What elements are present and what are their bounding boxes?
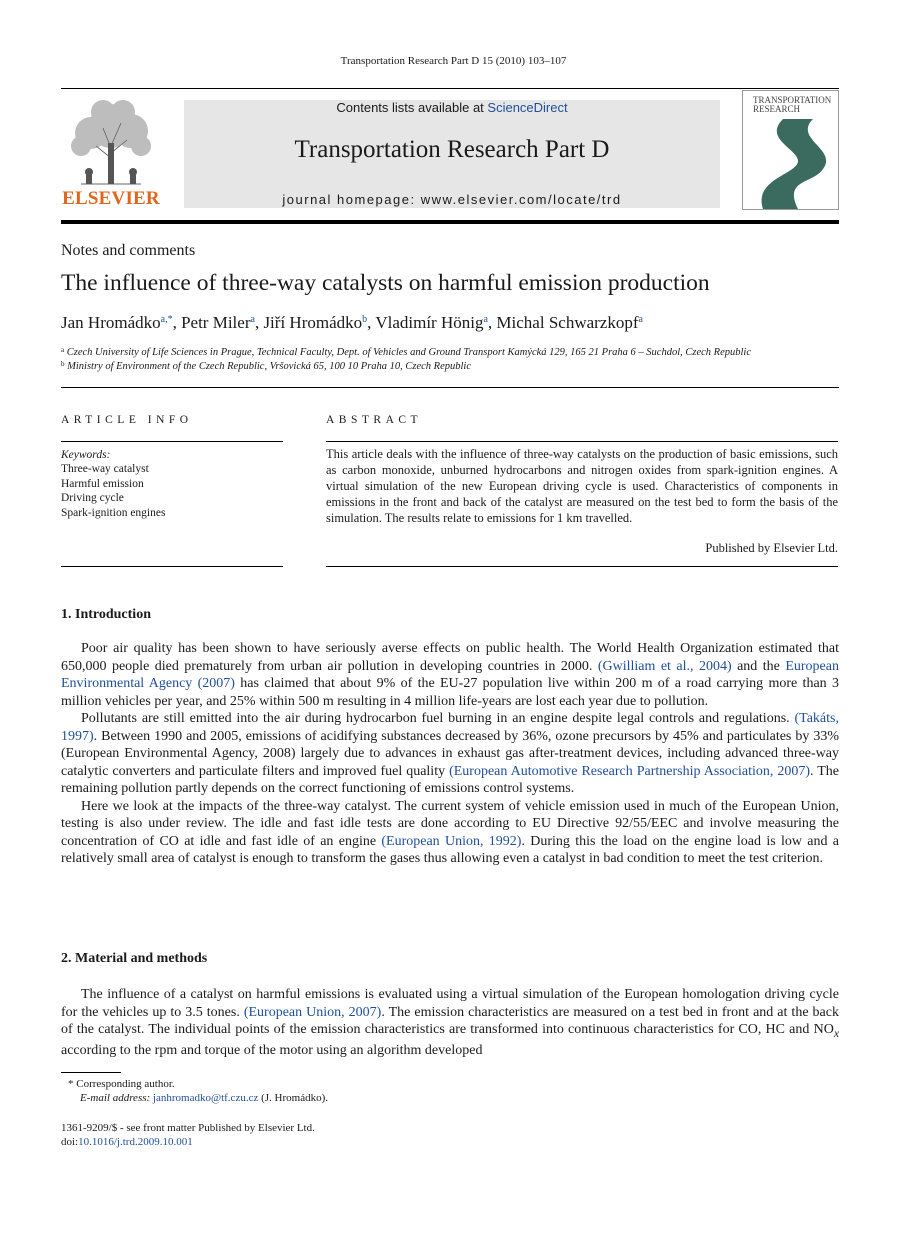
contents-prefix: Contents lists available at (336, 100, 488, 115)
author-name: Jiří Hromádko (263, 313, 363, 332)
citation-link[interactable]: European Environmental Agency (2007) (61, 658, 839, 691)
paragraph (61, 710, 839, 798)
text-run: and the (731, 658, 786, 674)
text-run: according to the rpm and torque of the motor using an algorithm developed (61, 1043, 483, 1059)
author-affiliation-marker[interactable]: a,* (160, 314, 173, 325)
citation-link[interactable]: (Gwilliam et al., 2004) (597, 658, 732, 674)
keyword: Spark-ignition engines (61, 506, 166, 519)
email-note: E-mail address: janhromadko@tf.czu.cz (J. Hromádko). (80, 1092, 328, 1104)
author-list: Jan Hromádko$^{a,*}$, Petr Miler$^a$, Jiří Hromádko$^b$, Vladimír Hönig$^a$, Michal Schwarzkopf$^a$ (61, 313, 643, 332)
citation-link[interactable]: (European Automotive Research Partnership Association, 2007) (449, 763, 810, 779)
info-rule-top (61, 441, 283, 442)
text-run: Here we look at the impacts of the three-way catalyst. The current system of vehicle emission used in much of the European Union, testing is also under review. The idle and fast idle tests are done according to EU Directive 92/55/EEC and involve measuring the concentration of CO at idle and fast idle of an engine (61, 798, 839, 849)
keyword: Driving cycle (61, 492, 124, 504)
text-run: Pollutants are still emitted into the air during hydrocarbon fuel burning in an engine despite legal controls and regulations. (81, 711, 795, 726)
keywords-label: Keywords: (61, 449, 111, 461)
journal-banner (184, 100, 720, 208)
keyword: Harmful emission (61, 477, 144, 490)
abstract-rule-bottom (326, 566, 838, 567)
sciencedirect-link[interactable]: ScienceDirect (487, 100, 568, 115)
elsevier-logo[interactable] (61, 98, 161, 210)
paragraph (61, 986, 839, 1060)
doi-line: doi:10.1016/j.trd.2009.10.001 (61, 1136, 193, 1148)
header-rule-top (61, 88, 839, 89)
author-name: Petr Miler (181, 313, 251, 332)
paragraph (61, 798, 839, 868)
section-heading-methods: 2. Material and methods (61, 951, 208, 966)
doi-link[interactable]: 10.1016/j.trd.2009.10.001 (78, 1136, 193, 1148)
abstract-heading: ABSTRACT (326, 414, 423, 426)
info-rule-bottom (61, 566, 283, 567)
author-name: Jan Hromádko (61, 313, 161, 332)
author-affiliation-marker[interactable]: b (362, 314, 368, 325)
cover-title: TRANSPORTATION RESEARCH (753, 95, 832, 114)
title-rule (61, 387, 839, 388)
journal-homepage[interactable]: journal homepage: www.elsevier.com/locate/trd (282, 192, 622, 207)
author-affiliation-marker[interactable]: a (638, 314, 643, 325)
issn-line: 1361-9209/$ - see front matter Published by Elsevier Ltd. (61, 1122, 315, 1134)
methods-body (61, 986, 839, 1060)
corresponding-author-note: * Corresponding author. (68, 1078, 175, 1090)
keyword: Three-way catalyst (61, 463, 149, 475)
text-run: . The remaining pollution partly depends on the correct functioning of emissions control systems. (61, 763, 840, 796)
affiliation-a: $^a$ Czech University of Life Sciences in Prague, Technical Faculty, Dept. of Vehicles and Ground Transport Kamýcká 129, 165 21 Praha 6 – Suchdol, Czech Republic (61, 346, 751, 358)
paragraph (61, 640, 839, 710)
journal-cover-thumbnail[interactable] (742, 90, 839, 210)
text-run: The influence of a catalyst on harmful emissions is evaluated using a virtual simulation of the European homologation driving cycle for the vehicles up to 3.5 tones. (61, 987, 839, 1020)
author-affiliation-marker[interactable]: a (250, 314, 255, 325)
citation-link[interactable]: (European Union, 1992) (381, 833, 522, 849)
journal-title[interactable]: Transportation Research Part D (294, 136, 610, 163)
section-label: Notes and comments (61, 242, 196, 259)
contents-line (184, 100, 720, 115)
journal-citation: Transportation Research Part D 15 (2010) 103–107 (340, 55, 567, 67)
text-run: . During this the load on the engine load is low and a relatively small area of catalyst is enough to transform the gases thus allowing even a catalyst in bad condition to meet the test criterion. (61, 833, 839, 866)
article-title: The influence of three-way catalysts on harmful emission production (61, 270, 710, 296)
footnote-rule (61, 1072, 121, 1073)
subscript: x (833, 1026, 839, 1040)
citation-link[interactable]: (Takáts, 1997) (61, 711, 839, 744)
header-rule-thick (61, 220, 839, 224)
text-run: . The emission characteristics are measured on a test bed in front and at the back of the catalyst. The individual points of the emission characteristics are transformed into continuous characteristics for CO, HC and NO (61, 1004, 839, 1037)
author-name: Michal Schwarzkopf (496, 313, 639, 332)
email-link[interactable]: janhromadko@tf.czu.cz (152, 1092, 259, 1104)
introduction-body (61, 640, 839, 868)
section-heading-introduction: 1. Introduction (61, 607, 151, 622)
cover-road-icon (743, 119, 838, 209)
affiliation-b: $^b$ Ministry of Environment of the Czech Republic, Vršovická 65, 100 10 Praha 10, Czech Republic (61, 360, 472, 372)
abstract-text: This article deals with the influence of three-way catalysts on the production of basic emissions, such as carbon monoxide, unburned hydrocarbons and nitrogen oxides from spark-ignition engines. A virtual simulation of the new European driving cycle is used. Characteristics of components in emissions in the front and back of the catalyst are measured on the test bed to form the basis of the simulation. The results relate to emissions for 1 km travelled. (326, 447, 838, 525)
keyword-list (61, 462, 165, 520)
citation-link[interactable]: (European Union, 2007) (243, 1004, 382, 1020)
abstract-rule-top (326, 441, 838, 442)
text-run: has claimed that about 9% of the EU-27 population live within 200 m of a road carrying more than 3 million vehicles per year, and 25% within 500 m resulting in 4 million life-years are lost each year due to pollution. (61, 676, 839, 709)
author-name: Vladimír Hönig (375, 313, 484, 332)
text-run: . Between 1990 and 2005, emissions of acidifying substances decreased by 36%, ozone precursors by 45% and particulates by 33% (European Environmental Agency, 2008) largely due to advances in exhaust gas after-treatment devices, including advanced three-way catalytic converters and particulate filters and improved fuel quality (61, 728, 839, 779)
article-info-heading: ARTICLE INFO (61, 414, 193, 426)
elsevier-tree-icon (61, 98, 161, 186)
author-affiliation-marker[interactable]: a (483, 314, 488, 325)
elsevier-wordmark: ELSEVIER (62, 188, 160, 209)
published-by: Published by Elsevier Ltd. (705, 541, 838, 555)
text-run: Poor air quality has been shown to have seriously averse effects on public health. The World Health Organization estimated that 650,000 people died prematurely from urban air pollution in developing countries in 2000. (61, 641, 839, 674)
